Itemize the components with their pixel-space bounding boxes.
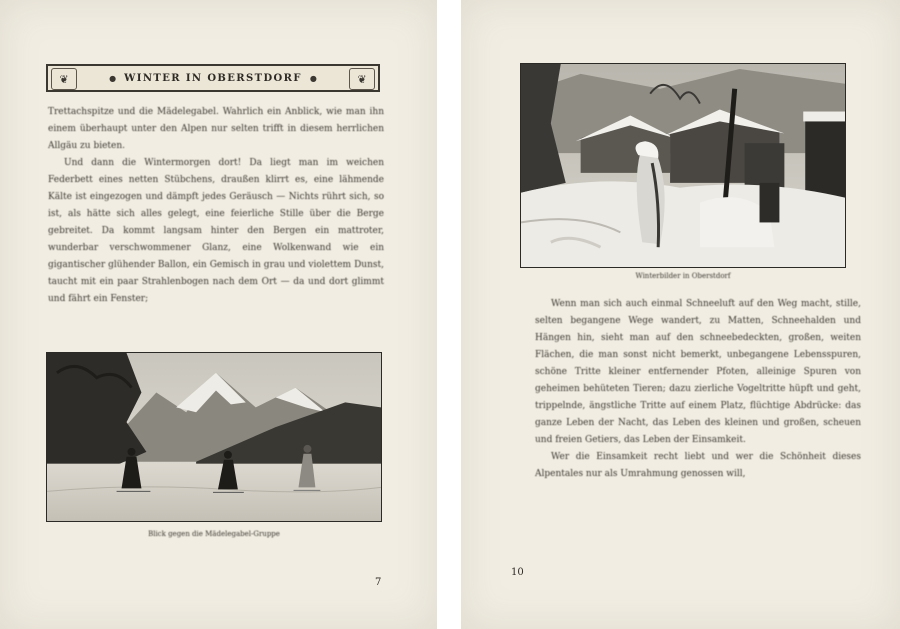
left-body-text <box>48 104 384 308</box>
paragraph: Wer die Einsamkeit recht liebt und wer die Schönheit dieses Alpentales nur als Umrahmung genossen will, <box>535 452 861 479</box>
chapter-title: WINTER IN OBERSTDORF <box>124 72 302 84</box>
page-gutter <box>437 0 461 629</box>
right-body-text <box>535 296 861 483</box>
photo-caption: Winterbilder in Oberstdorf <box>635 272 731 280</box>
ornament-left-icon: ❦ <box>51 68 77 90</box>
paragraph: Und dann die Wintermorgen dort! Da liegt man im weichen Federbett eines netten Stübchens, draußen klirrt es, eine lähmende Kälte ist eingezogen und dämpft jedes Geräusch — Nichts rührt sich, so ist, als hätte sich alles gelegt, eine feierliche Stille über die Berge gebreitet. Da kommt langsam hinter den Bergen ein mattroter, wunderbar verschwommener Glanz, eine Wolkenwand wie ein gigantischer glühender Ballon, ein Gemisch in grau und violettem Dunst, taucht mit ein paar Strahlenbogen nach dem Ort — da und dort glimmt und fährt ein Fenster; <box>48 158 384 304</box>
header-dot-icon: ● <box>109 73 117 83</box>
photo-caption: Blick gegen die Mädelegabel-Gruppe <box>148 530 280 538</box>
paragraph: Wenn man sich auch einmal Schneeluft auf den Weg macht, stille, selten begangene Wege wandert, zu Matten, Schneehalden und Hängen hin, sieht man auf den schneebedeckten, großen, weiten Flächen, die man sonst nicht bemerkt, unbegangene Lebensspuren, schöne Tritte kleiner entfernender Pfoten, alleinige Spuren von geheimen behüteten Tieren; dazu zierliche Vogeltritte hüpft und geht, trippelnde, ängstliche Tritte auf einem Platz, flüchtige Abdrücke: das ganze Leben der Nacht, das Leben des kleinen und großen, scheuen und freien Getiers, das Leben der Einsamkeit. <box>535 299 861 445</box>
ornament-right-icon: ❦ <box>349 68 375 90</box>
chapter-header-band <box>46 64 380 92</box>
page-number: 7 <box>375 577 382 588</box>
right-page <box>461 0 900 629</box>
left-page <box>0 0 437 629</box>
mountain-skiers-photo <box>46 352 382 522</box>
page-number: 10 <box>511 567 524 578</box>
snowy-village-photo-image <box>521 64 845 267</box>
mountain-skiers-photo-image <box>47 353 381 521</box>
paragraph: Trettachspitze und die Mädelegabel. Wahrlich ein Anblick, wie man ihn einem überhaupt unter den Alpen nur selten trifft in diesem herrlichen Allgäu zu bieten. <box>48 107 384 151</box>
snowy-village-photo <box>520 63 846 268</box>
header-dot-icon: ● <box>309 73 317 83</box>
